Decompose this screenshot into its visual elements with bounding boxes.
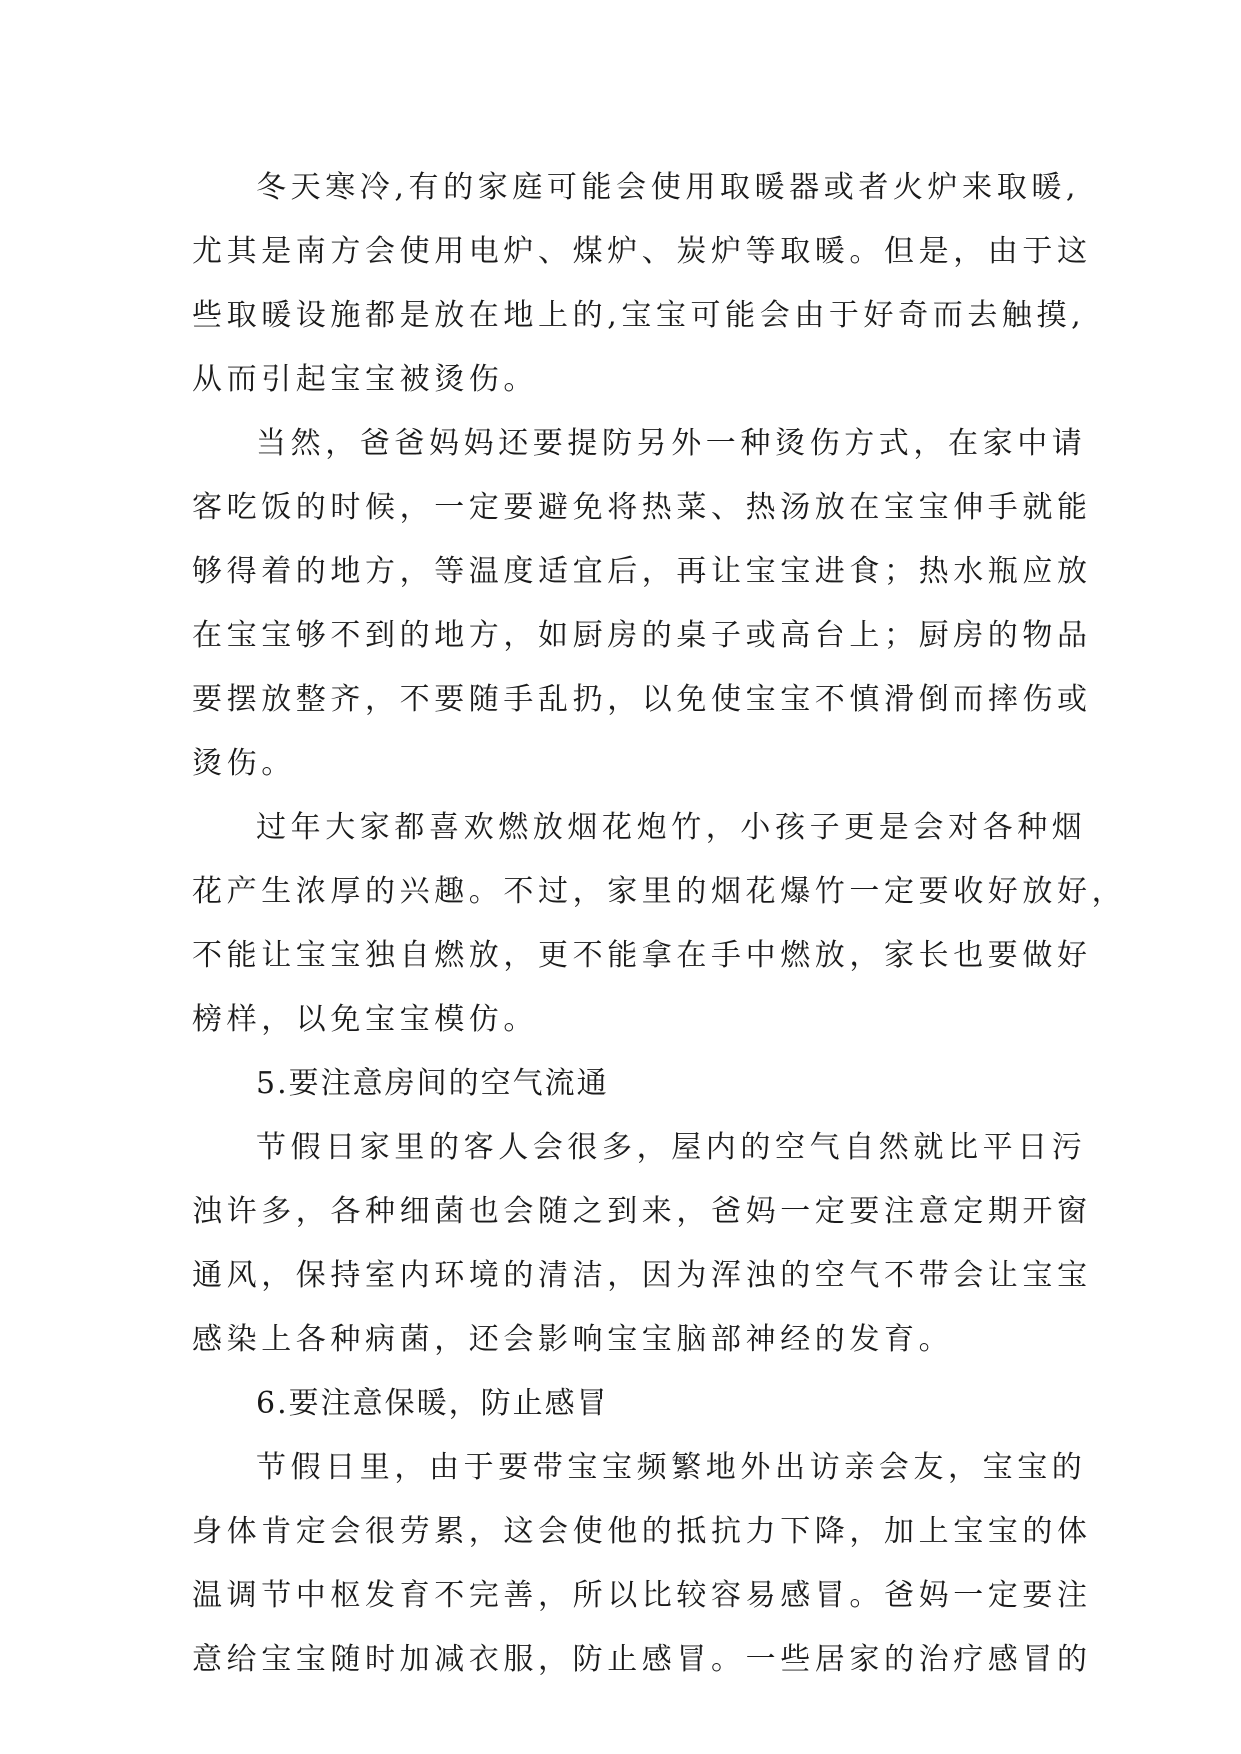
paragraph-line: 尤其是南方会使用电炉、煤炉、炭炉等取暖。但是，由于这 <box>192 234 1092 269</box>
paragraph-line: 从而引起宝宝被烫伤。 <box>192 362 538 397</box>
paragraph-line: 节假日家里的客人会很多，屋内的空气自然就比平日污 <box>256 1130 1087 1165</box>
paragraph-line: 温调节中枢发育不完善，所以比较容易感冒。爸妈一定要注 <box>192 1578 1092 1613</box>
section-heading: 6.要注意保暖，防止感冒 <box>256 1386 609 1421</box>
paragraph-line: 冬天寒冷,有的家庭可能会使用取暖器或者火炉来取暖, <box>256 170 1081 205</box>
section-heading: 5.要注意房间的空气流通 <box>256 1066 609 1101</box>
paragraph-line: 浊许多，各种细菌也会随之到来，爸妈一定要注意定期开窗 <box>192 1194 1092 1229</box>
paragraph-line: 些取暖设施都是放在地上的,宝宝可能会由于好奇而去触摸, <box>192 298 1086 333</box>
document-body <box>192 156 1127 1692</box>
paragraph-line: 榜样，以免宝宝模仿。 <box>192 1002 538 1037</box>
paragraph-line: 通风，保持室内环境的清洁，因为浑浊的空气不带会让宝宝 <box>192 1258 1092 1293</box>
paragraph-line: 节假日里，由于要带宝宝频繁地外出访亲会友，宝宝的 <box>256 1450 1087 1485</box>
paragraph-line: 烫伤。 <box>192 746 296 781</box>
paragraph-line: 在宝宝够不到的地方，如厨房的桌子或高台上；厨房的物品 <box>192 618 1092 653</box>
paragraph-line: 够得着的地方，等温度适宜后，再让宝宝进食；热水瓶应放 <box>192 554 1092 589</box>
paragraph-line: 不能让宝宝独自燃放，更不能拿在手中燃放，家长也要做好 <box>192 938 1092 973</box>
paragraph-line: 当然，爸爸妈妈还要提防另外一种烫伤方式，在家中请 <box>256 426 1087 461</box>
paragraph-line: 客吃饭的时候，一定要避免将热菜、热汤放在宝宝伸手就能 <box>192 490 1092 525</box>
paragraph-line: 过年大家都喜欢燃放烟花炮竹，小孩子更是会对各种烟 <box>256 810 1087 845</box>
paragraph-line: 身体肯定会很劳累，这会使他的抵抗力下降，加上宝宝的体 <box>192 1514 1092 1549</box>
paragraph-line: 感染上各种病菌，还会影响宝宝脑部神经的发育。 <box>192 1322 954 1357</box>
paragraph-line: 要摆放整齐，不要随手乱扔，以免使宝宝不慎滑倒而摔伤或 <box>192 682 1092 717</box>
paragraph-line: 意给宝宝随时加减衣服，防止感冒。一些居家的治疗感冒的 <box>192 1642 1092 1677</box>
paragraph-line: 花产生浓厚的兴趣。不过，家里的烟花爆竹一定要收好放好， <box>192 874 1127 909</box>
